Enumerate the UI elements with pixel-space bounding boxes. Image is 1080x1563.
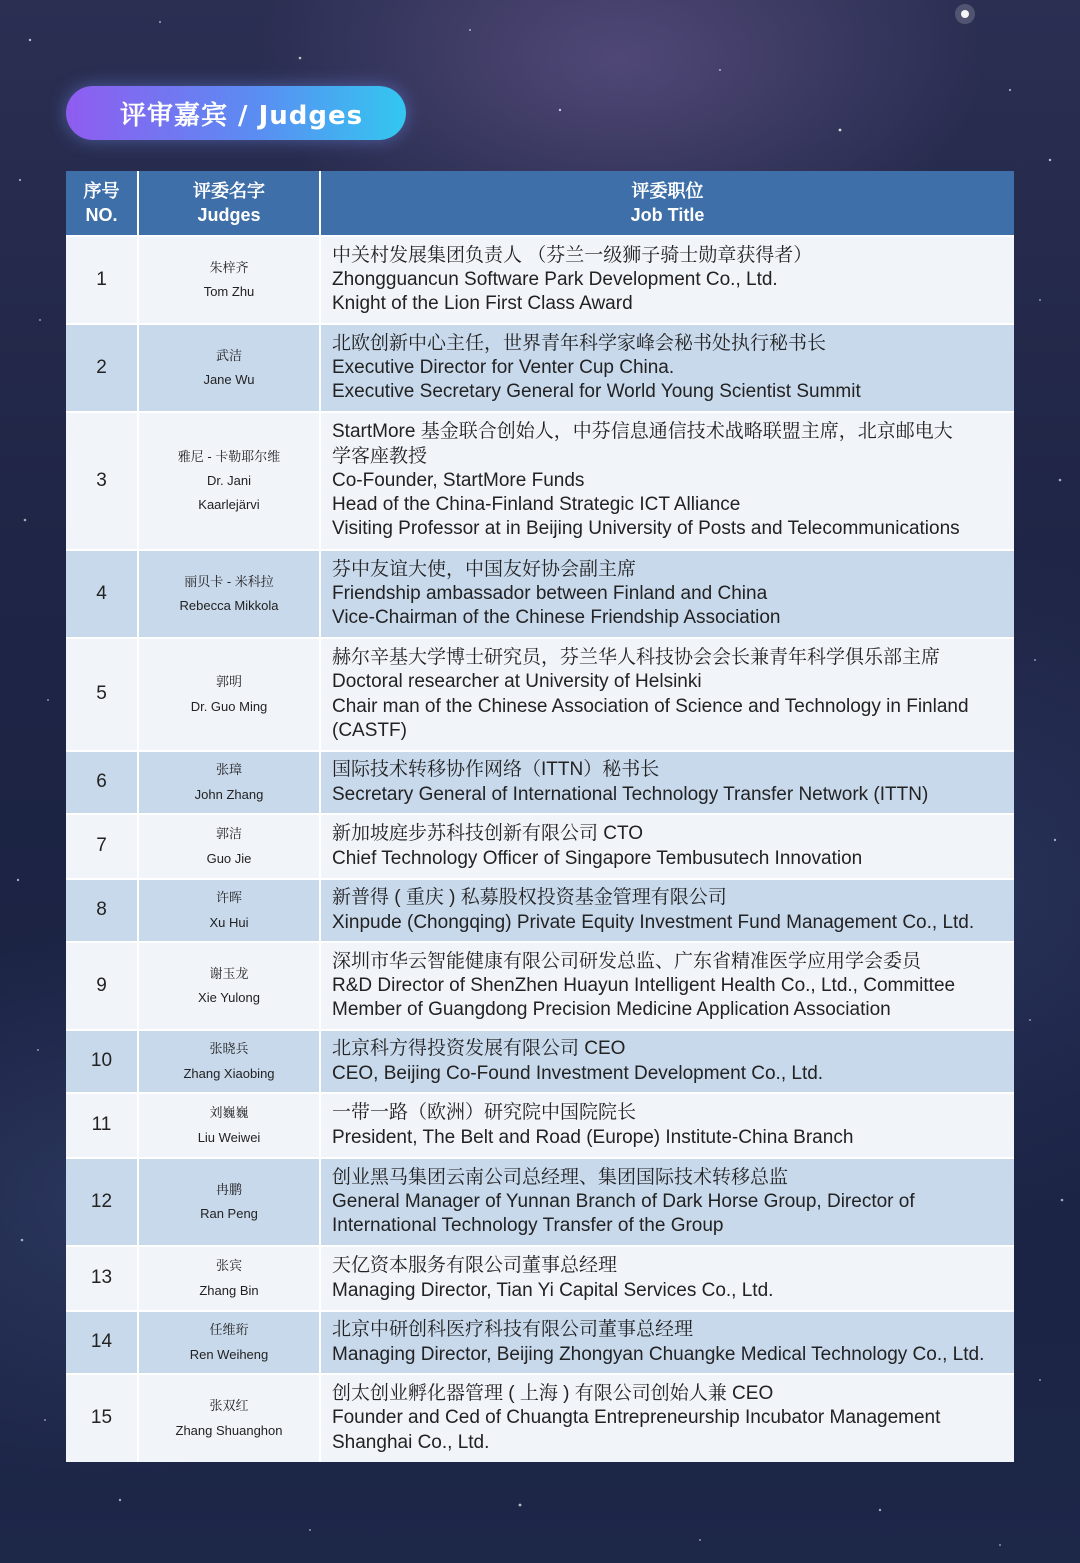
job-title-line: 赫尔辛基大学博士研究员，芬兰华人科技协会会长兼青年科学俱乐部主席 (332, 646, 941, 668)
judge-name-cell (138, 412, 320, 550)
job-title-line: Executive Director for Venter Cup China. (332, 356, 675, 378)
job-title-line: President, The Belt and Road (Europe) Institute-China Branch (332, 1126, 854, 1148)
job-title-line: Managing Director, Beijing Zhongyan Chuangke Medical Technology Co., Ltd. (332, 1343, 985, 1365)
judge-name-en: Dr. Guo Ming (190, 698, 268, 714)
job-title-line: 深圳市华云智能健康有限公司研发总监、广东省精准医学应用学会委员 (332, 950, 922, 972)
job-title-line: CEO, Beijing Co-Found Investment Development Co., Ltd. (332, 1062, 824, 1084)
job-title-line: Head of the China-Finland Strategic ICT Alliance (332, 494, 741, 516)
table-row (66, 1374, 1014, 1462)
row-number: 2 (66, 324, 138, 412)
job-title-line: 中关村发展集团负责人 （芬兰一级狮子骑士勋章获得者） (332, 244, 813, 266)
table-row (66, 1093, 1014, 1158)
judge-name-zh: 张璋 (215, 762, 242, 778)
job-title-line: Chair man of the Chinese Association of Science and Technology in Finland (332, 695, 969, 717)
judge-name-en: Ran Peng (200, 1206, 258, 1221)
job-title-cell (320, 1311, 1014, 1374)
header-no-en: NO. (85, 205, 118, 225)
header-judges (138, 171, 320, 236)
judge-name-zh: 刘巍巍 (209, 1105, 249, 1121)
judge-name-en: Zhang Shuanghon (175, 1422, 283, 1438)
table-header-row (66, 171, 1014, 236)
judge-name-en: Zhang Xiaobing (183, 1065, 275, 1081)
job-title-line: 一带一路（欧洲）研究院中国院院长 (332, 1102, 637, 1124)
judge-name-en: Guo Jie (206, 850, 252, 866)
judge-name-cell (138, 1311, 320, 1374)
header-title-en: Job Title (630, 205, 705, 225)
table-row (66, 638, 1014, 751)
header-job-title (320, 171, 1014, 236)
judge-name-en: Tom Zhu (203, 284, 255, 299)
job-title-line: 北欧创新中心主任，世界青年科学家峰会秘书处执行秘书长 (332, 332, 827, 354)
judge-name-cell (138, 550, 320, 638)
job-title-line: Shanghai Co., Ltd. (332, 1431, 490, 1453)
judge-name-zh: 谢玉龙 (209, 965, 249, 981)
job-title-line: Founder and Ced of Chuangta Entrepreneurship Incubator Management (332, 1407, 941, 1429)
row-number: 9 (66, 942, 138, 1030)
judge-name-zh: 张晓兵 (209, 1041, 249, 1057)
judge-name-en: Dr. Jani (206, 472, 252, 488)
job-title-line: Secretary General of International Technology Transfer Network (ITTN) (332, 783, 929, 805)
job-title-cell (320, 1158, 1014, 1246)
job-title-cell (320, 236, 1014, 324)
table-row (66, 412, 1014, 550)
row-number: 11 (66, 1093, 138, 1158)
job-title-cell (320, 324, 1014, 412)
job-title-line: Xinpude (Chongqing) Private Equity Investment Fund Management Co., Ltd. (332, 911, 975, 933)
job-title-line: Managing Director, Tian Yi Capital Services Co., Ltd. (332, 1279, 774, 1301)
table-row (66, 1030, 1014, 1093)
judge-name-zh: 任维珩 (209, 1322, 249, 1338)
judge-name-zh: 郭明 (215, 674, 242, 690)
job-title-line: Zhongguancun Software Park Development Co., Ltd. (332, 268, 778, 290)
row-number: 4 (66, 550, 138, 638)
judges-table (66, 171, 1014, 1462)
judge-name-zh: 许晖 (215, 890, 242, 906)
judge-name-cell (138, 1093, 320, 1158)
table-row (66, 324, 1014, 412)
job-title-line: Doctoral researcher at University of Helsinki (332, 671, 702, 693)
job-title-line: Chief Technology Officer of Singapore Tembusutech Innovation (332, 847, 863, 869)
table-row (66, 550, 1014, 638)
judge-name-en: Kaarlejärvi (198, 497, 260, 513)
job-title-line: 创业黑马集团云南公司总经理、集团国际技术转移总监 (332, 1166, 789, 1188)
judge-name-cell (138, 236, 320, 324)
header-judges-en: Judges (197, 205, 261, 225)
job-title-line: Executive Secretary General for World Young Scientist Summit (332, 381, 861, 403)
job-title-cell (320, 412, 1014, 550)
job-title-line: Knight of the Lion First Class Award (332, 293, 633, 315)
judge-name-zh: 张双红 (209, 1398, 249, 1414)
judge-name-cell (138, 879, 320, 942)
judge-name-en: Rebecca Mikkola (179, 598, 279, 613)
job-title-line: Visiting Professor at in Beijing University of Posts and Telecommunications (332, 518, 960, 540)
header-no (66, 171, 138, 236)
job-title-line: Friendship ambassador between Finland and China (332, 582, 768, 604)
table-row (66, 814, 1014, 879)
job-title-line: 北京中研创科医疗科技有限公司董事总经理 (332, 1319, 694, 1341)
judge-name-zh: 郭洁 (215, 826, 242, 842)
table-row (66, 1158, 1014, 1246)
judge-name-cell (138, 638, 320, 751)
row-number: 14 (66, 1311, 138, 1374)
judge-name-zh: 武洁 (215, 347, 242, 363)
judge-name-zh: 朱梓齐 (209, 259, 249, 275)
judge-name-en: Jane Wu (203, 372, 255, 387)
table-row (66, 879, 1014, 942)
judge-name-en: Xie Yulong (198, 990, 260, 1005)
job-title-line: (CASTF) (332, 719, 407, 741)
section-title: 评审嘉宾 / Judges (120, 100, 364, 131)
job-title-cell (320, 814, 1014, 879)
job-title-line: 新加坡庭步苏科技创新有限公司 CTO (332, 823, 644, 845)
job-title-line: 天亿资本服务有限公司董事总经理 (332, 1255, 618, 1277)
judge-name-zh: 雅尼 - 卡勒耶尔维 (177, 448, 281, 464)
header-no-zh: 序号 (83, 181, 120, 201)
table-row (66, 236, 1014, 324)
judge-name-cell (138, 751, 320, 814)
job-title-cell (320, 751, 1014, 814)
job-title-cell (320, 638, 1014, 751)
judge-name-cell (138, 1374, 320, 1462)
judge-name-zh: 张宾 (215, 1258, 242, 1274)
table-row (66, 1246, 1014, 1311)
row-number: 13 (66, 1246, 138, 1311)
job-title-line: General Manager of Yunnan Branch of Dark Horse Group, Director of (332, 1190, 915, 1212)
job-title-line: 北京科方得投资发展有限公司 CEO (332, 1038, 626, 1060)
judge-name-cell (138, 942, 320, 1030)
job-title-line: 学客座教授 (332, 445, 428, 467)
job-title-line: R&D Director of ShenZhen Huayun Intelligent Health Co., Ltd., Committee (332, 974, 956, 996)
job-title-line: 新普得 ( 重庆 ) 私募股权投资基金管理有限公司 (332, 887, 727, 909)
job-title-cell (320, 879, 1014, 942)
job-title-cell (320, 550, 1014, 638)
job-title-line: StartMore 基金联合创始人，中芬信息通信技术战略联盟主席，北京邮电大 (332, 421, 953, 443)
job-title-cell (320, 1374, 1014, 1462)
row-number: 5 (66, 638, 138, 751)
section-title-pill (66, 86, 406, 140)
job-title-cell (320, 942, 1014, 1030)
judge-name-cell (138, 814, 320, 879)
judge-name-en: Xu Hui (209, 914, 249, 930)
job-title-line: Vice-Chairman of the Chinese Friendship Association (332, 607, 781, 629)
judge-name-zh: 冉鹏 (215, 1181, 242, 1197)
job-title-cell (320, 1030, 1014, 1093)
row-number: 15 (66, 1374, 138, 1462)
job-title-line: 芬中友谊大使，中国友好协会副主席 (332, 558, 637, 580)
judge-name-cell (138, 1246, 320, 1311)
job-title-line: International Technology Transfer of the Group (332, 1215, 724, 1237)
row-number: 8 (66, 879, 138, 942)
row-number: 7 (66, 814, 138, 879)
table-row (66, 1311, 1014, 1374)
judge-name-en: Liu Weiwei (197, 1129, 261, 1145)
table-row (66, 942, 1014, 1030)
table-row (66, 751, 1014, 814)
header-judges-zh: 评委名字 (193, 181, 265, 201)
judge-name-zh: 丽贝卡 - 米科拉 (184, 573, 274, 589)
job-title-line: 创太创业孵化器管理 ( 上海 ) 有限公司创始人兼 CEO (332, 1383, 774, 1405)
judge-name-en: Ren Weiheng (189, 1346, 269, 1362)
row-number: 3 (66, 412, 138, 550)
header-title-zh: 评委职位 (631, 181, 704, 201)
job-title-cell (320, 1093, 1014, 1158)
job-title-line: Member of Guangdong Precision Medicine Application Association (332, 999, 891, 1021)
row-number: 6 (66, 751, 138, 814)
job-title-line: 国际技术转移协作网络（ITTN）秘书长 (332, 759, 660, 781)
row-number: 10 (66, 1030, 138, 1093)
row-number: 1 (66, 236, 138, 324)
judge-name-cell (138, 324, 320, 412)
judge-name-cell (138, 1158, 320, 1246)
judge-name-en: Zhang Bin (199, 1282, 259, 1298)
row-number: 12 (66, 1158, 138, 1246)
judge-name-cell (138, 1030, 320, 1093)
job-title-line: Co-Founder, StartMore Funds (332, 469, 585, 491)
job-title-cell (320, 1246, 1014, 1311)
judge-name-en: John Zhang (194, 786, 264, 802)
